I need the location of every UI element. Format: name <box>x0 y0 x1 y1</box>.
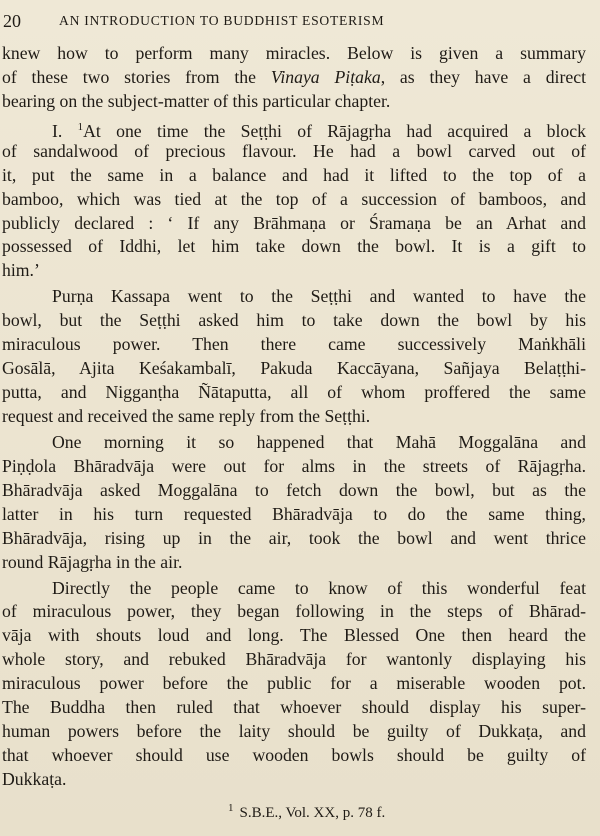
text-line: bamboo, which was tied at the top of a succession of bamboos, and <box>2 188 586 209</box>
text-line: The Buddha then ruled that whoever should display his super- <box>2 697 586 718</box>
text-line: of sandalwood of precious flavour. He had a bowl carved out of <box>2 140 586 161</box>
footnote-text: S.B.E., Vol. XX, p. 78 f. <box>239 805 386 821</box>
page-number: 20 <box>3 11 21 31</box>
running-title: AN INTRODUCTION TO BUDDHIST ESOTERISM <box>59 13 385 28</box>
text-line: Dukkaṭa. <box>2 769 67 789</box>
footnote-reference: 1 <box>77 120 84 133</box>
text-line: bearing on the subject-matter of this particular chapter. <box>2 90 391 111</box>
page-header <box>3 9 597 35</box>
text-line: Directly the people came to know of this wonderful feat <box>52 577 586 598</box>
text-line: of miraculous power, they began following in the steps of Bhārad- <box>2 601 586 622</box>
text-line: human powers before the laity should be guilty of Dukkaṭa, and <box>2 721 586 742</box>
text-line: him.’ <box>2 260 40 281</box>
text-line: miraculous power before the public for a miserable wooden pot. <box>2 673 586 694</box>
text-line: possessed of Iddhi, let him take down the bowl. It is a gift to <box>2 236 586 257</box>
text-line: it, put the same in a balance and had it lifted to the top of a <box>2 164 586 185</box>
text-line: publicly declared : ‘ If any Brāhmaṇa or Śramaṇa be an Arhat and <box>2 212 586 233</box>
footnote <box>228 802 385 822</box>
italic-title: Vinaya Piṭaka <box>270 66 381 87</box>
text-line: One morning it so happened that Mahā Moggalāna and <box>52 431 586 452</box>
text-line: request and received the same reply from the Seṭṭhi. <box>2 406 371 426</box>
text-line: Purṇa Kassapa went to the Seṭṭhi and wanted to have the <box>52 286 586 307</box>
text-line: latter in his turn requested Bhāradvāja to do the same thing, <box>2 503 586 524</box>
text-line: of these two stories from the Vinaya Piṭaka, as they have a direct <box>2 66 586 87</box>
text-line: bowl, but the Seṭṭhi asked him to take down the bowl by his <box>2 310 586 331</box>
footnote-marker: 1 <box>228 802 234 814</box>
text-line: I. $^1$At one time the Seṭṭhi of Rājagṛha had acquired a block <box>52 120 586 141</box>
text-line: Bhāradvāja, rising up in the air, took the bowl and went thrice <box>2 527 586 548</box>
text-line: that whoever should use wooden bowls should be guilty of <box>2 745 586 766</box>
text-line: round Rājagṛha in the air. <box>2 551 183 572</box>
text-line: putta, and Nigganṭha Ñātaputta, all of whom proffered the same <box>2 382 586 403</box>
text-line: vāja with shouts loud and long. The Blessed One then heard the <box>2 625 586 646</box>
text-line: Piṇḍola Bhāradvāja were out for alms in the streets of Rājagṛha. <box>2 455 586 476</box>
text-line: whole story, and rebuked Bhāradvāja for wantonly displaying his <box>2 649 586 670</box>
text-line: knew how to perform many miracles. Below is given a summary <box>2 43 586 63</box>
text-line: Gosālā, Ajita Keśakambalī, Pakuda Kaccāyana, Sañjaya Belaṭṭhi- <box>2 358 586 379</box>
text-line: miraculous power. Then there came successively Maṅkhāli <box>2 334 586 355</box>
text-line: Bhāradvāja asked Moggalāna to fetch down the bowl, but as the <box>2 479 586 500</box>
